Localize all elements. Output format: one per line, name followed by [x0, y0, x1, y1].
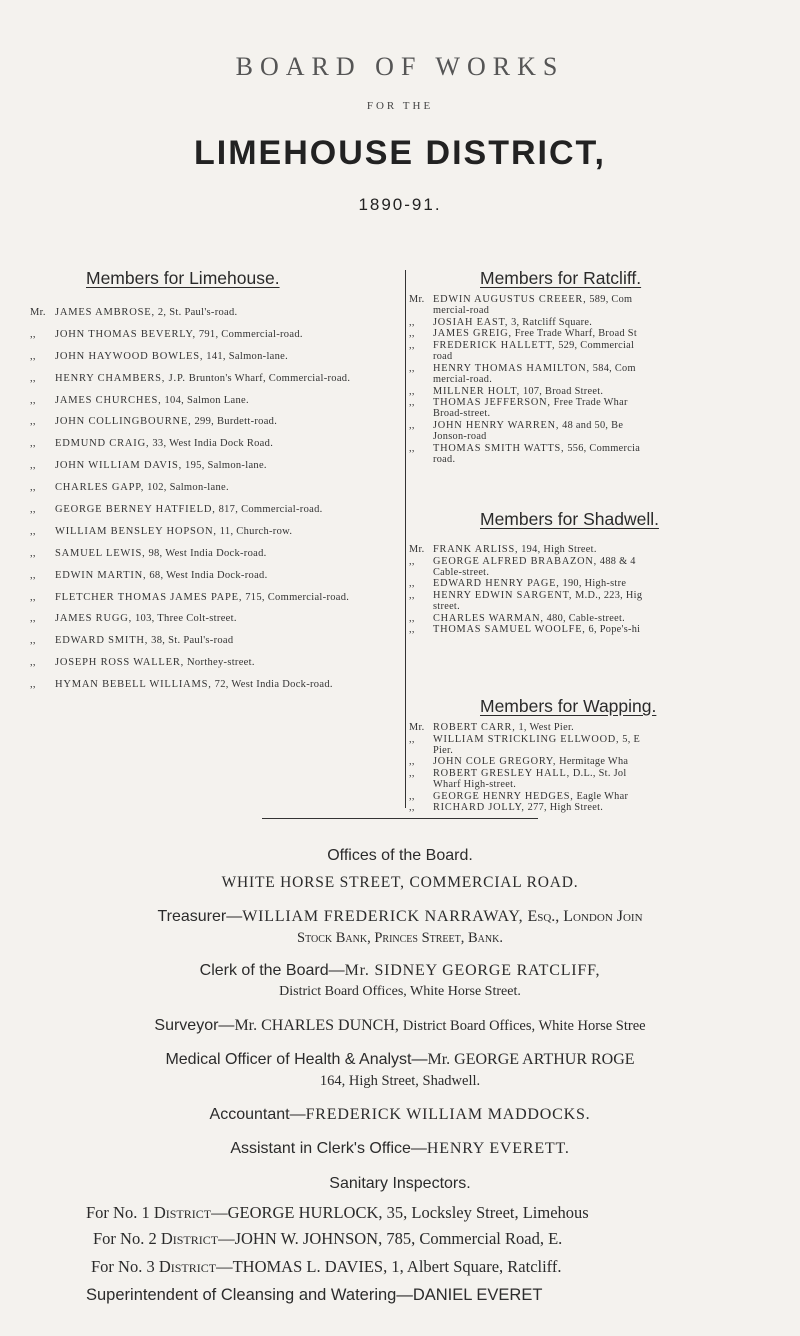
- member-name: HENRY CHAMBERS, J.P.: [55, 372, 186, 384]
- member-entry: [409, 294, 800, 316]
- member-entry: [409, 544, 800, 555]
- member-prefix: ,,: [30, 547, 36, 559]
- member-name: JAMES AMBROSE,: [55, 307, 155, 318]
- member-address-continued: road.: [433, 453, 456, 465]
- accountant-name: FREDERICK WILLIAM MADDOCKS.: [305, 1106, 591, 1123]
- member-entry: [30, 307, 400, 320]
- surveyor-name: Mr. CHARLES DUNCH,: [234, 1017, 399, 1034]
- member-text: [433, 578, 800, 589]
- member-entry: [409, 397, 800, 419]
- limehouse-heading: Members for Limehouse.: [86, 268, 280, 288]
- member-address: 3, Ratcliff Square.: [511, 316, 593, 328]
- member-name: WILLIAM BENSLEY HOPSON,: [55, 525, 217, 537]
- inspector-row: [86, 1203, 589, 1223]
- member-name: RICHARD JOLLY,: [433, 802, 525, 814]
- member-text: [55, 482, 400, 495]
- member-address: 72, West India Dock-road.: [214, 679, 333, 691]
- medical-label: Medical Officer of Health & Analyst—: [165, 1051, 428, 1068]
- member-address: 98, West India Dock-road.: [148, 547, 267, 559]
- member-prefix: ,,: [409, 362, 415, 374]
- member-prefix: ,,: [30, 569, 36, 581]
- member-name: CHARLES GAPP,: [55, 482, 145, 494]
- member-address: 68, West India Dock-road.: [149, 569, 268, 581]
- inspector-for: For No. 1: [86, 1203, 150, 1222]
- member-name: JOHN HAYWOOD BOWLES,: [55, 350, 204, 362]
- member-prefix: ,,: [30, 372, 36, 384]
- member-address: 141, Salmon-lane.: [206, 350, 289, 362]
- member-text: [433, 397, 800, 419]
- ratcliff-heading: Members for Ratcliff.: [480, 268, 642, 288]
- member-prefix: ,,: [409, 442, 415, 454]
- treasurer-address: Stock Bank, Princes Street, Bank.: [297, 930, 503, 946]
- member-entry: [409, 556, 800, 578]
- member-prefix: ,,: [409, 733, 415, 745]
- assistant-line: [0, 1140, 800, 1158]
- member-prefix: ,,: [30, 350, 36, 362]
- member-prefix: ,,: [30, 613, 36, 625]
- member-prefix: ,,: [409, 767, 415, 779]
- member-entry: [30, 504, 400, 517]
- member-address: 190, High-stre: [562, 578, 627, 590]
- member-text: [433, 386, 800, 397]
- shadwell-heading: Members for Shadwell.: [480, 509, 659, 529]
- member-address: 194, High Street.: [521, 544, 597, 555]
- member-address: 2, St. Paul's-road.: [157, 307, 238, 318]
- treasurer-esq: Esq., London Join: [527, 908, 643, 925]
- member-text: [433, 544, 800, 555]
- member-prefix: ,,: [30, 504, 36, 516]
- member-text: [55, 504, 400, 517]
- member-text: [55, 395, 400, 408]
- member-address: 529, Commercial: [558, 339, 635, 351]
- limehouse-members-list: [30, 307, 400, 701]
- member-address: M.D., 223, Hig: [575, 589, 643, 601]
- member-address-continued: Cable-street.: [433, 566, 490, 578]
- member-prefix: ,,: [30, 482, 36, 494]
- member-text: [55, 526, 400, 539]
- member-name: THOMAS SMITH WATTS,: [433, 442, 565, 454]
- for-the-subtitle: FOR THE: [366, 100, 434, 112]
- member-prefix: ,,: [409, 555, 415, 567]
- surveyor-line: [0, 1017, 800, 1035]
- column-divider: [405, 270, 406, 808]
- member-name: JOHN THOMAS BEVERLY,: [55, 328, 196, 340]
- member-text: [433, 443, 800, 465]
- member-address: 102, Salmon-lane.: [147, 482, 229, 494]
- member-entry: [409, 328, 800, 339]
- member-text: [55, 592, 400, 605]
- member-prefix: Mr.: [409, 722, 425, 733]
- member-address-continued: Broad-street.: [433, 408, 491, 420]
- member-prefix: ,,: [30, 438, 36, 450]
- member-entry: [30, 570, 400, 583]
- clerk-label: Clerk of the Board—: [199, 962, 345, 979]
- member-text: [433, 420, 800, 442]
- member-name: HENRY EDWIN SARGENT,: [433, 589, 573, 601]
- medical-address: 164, High Street, Shadwell.: [319, 1073, 481, 1089]
- member-entry: [30, 460, 400, 473]
- member-entry: [409, 734, 800, 756]
- member-prefix: ,,: [409, 802, 415, 814]
- clerk-address: District Board Offices, White Horse Street.: [279, 984, 521, 999]
- member-entry: [409, 386, 800, 397]
- member-name: EDWARD HENRY PAGE,: [433, 578, 560, 590]
- member-name: EDWARD SMITH,: [55, 635, 149, 647]
- member-entry: [30, 482, 400, 495]
- member-address: 107, Broad Street.: [522, 385, 604, 397]
- member-prefix: ,,: [30, 525, 36, 537]
- member-name: EDWIN AUGUSTUS CREEER,: [433, 294, 587, 305]
- member-entry: [409, 443, 800, 465]
- member-address: 33, West India Dock Road.: [152, 438, 274, 450]
- member-name: JOSIAH EAST,: [433, 316, 509, 328]
- medical-officer-line: [0, 1051, 800, 1069]
- member-name: GEORGE ALFRED BRABAZON,: [433, 555, 597, 567]
- member-name: FREDERICK HALLETT,: [433, 339, 556, 351]
- member-text: [433, 802, 800, 813]
- member-text: [55, 657, 400, 670]
- member-entry: [30, 373, 400, 386]
- member-prefix: Mr.: [30, 307, 46, 318]
- member-entry: [30, 438, 400, 451]
- member-text: [433, 613, 800, 624]
- superintendent-line: Superintendent of Cleansing and Watering—DANIEL EVERET: [86, 1286, 543, 1304]
- member-prefix: ,,: [30, 591, 36, 603]
- member-entry: [30, 395, 400, 408]
- member-prefix: ,,: [30, 416, 36, 428]
- member-text: [433, 624, 800, 635]
- member-text: [55, 307, 400, 320]
- member-entry: [30, 679, 400, 692]
- member-address: Eagle Whar: [576, 790, 629, 802]
- member-entry: [409, 363, 800, 385]
- member-text: [433, 722, 800, 733]
- member-address: 48 and 50, Be: [562, 419, 624, 431]
- member-name: JOHN HENRY WARREN,: [433, 419, 560, 431]
- inspector-row: [93, 1229, 562, 1249]
- member-text: [433, 556, 800, 578]
- member-name: ROBERT CARR,: [433, 722, 516, 733]
- member-prefix: ,,: [30, 657, 36, 669]
- member-address: 103, Three Colt-street.: [135, 613, 237, 625]
- member-name: MILLNER HOLT,: [433, 385, 521, 397]
- member-text: [433, 768, 800, 790]
- member-prefix: ,,: [409, 397, 415, 409]
- member-text: [55, 351, 400, 364]
- inspector-text: GEORGE HURLOCK, 35, Locksley Street, Limehous: [227, 1203, 589, 1222]
- inspector-row: [91, 1257, 562, 1277]
- surveyor-label: Surveyor—: [154, 1017, 235, 1034]
- member-prefix: ,,: [409, 316, 415, 328]
- member-address: 6, Pope's-hi: [588, 624, 641, 636]
- member-name: GEORGE BERNEY HATFIELD,: [55, 504, 216, 516]
- member-entry: [30, 657, 400, 670]
- member-prefix: ,,: [409, 790, 415, 802]
- member-name: THOMAS JEFFERSON,: [433, 397, 551, 409]
- member-address: Free Trade Whar: [553, 397, 628, 409]
- member-entry: [409, 791, 800, 802]
- member-entry: [30, 416, 400, 429]
- member-address-continued: Jonson-road: [433, 431, 487, 443]
- medical-name: Mr. GEORGE ARTHUR ROGE: [427, 1051, 635, 1068]
- assistant-label: Assistant in Clerk's Office—: [230, 1140, 427, 1157]
- member-entry: [30, 548, 400, 561]
- member-name: JAMES CHURCHES,: [55, 394, 162, 406]
- year-label: 1890-91.: [358, 195, 442, 214]
- member-entry: [409, 722, 800, 733]
- member-prefix: Mr.: [409, 294, 425, 305]
- member-name: ROBERT GRESLEY HALL,: [433, 767, 570, 779]
- accountant-label: Accountant—: [209, 1106, 306, 1123]
- member-text: [55, 570, 400, 583]
- member-entry: [409, 756, 800, 767]
- member-prefix: ,,: [30, 328, 36, 340]
- member-entry: [409, 340, 800, 362]
- member-name: HYMAN BEBELL WILLIAMS,: [55, 679, 212, 691]
- shadwell-members-list: [409, 544, 800, 636]
- member-name: JOHN COLLINGBOURNE,: [55, 416, 192, 428]
- member-address: Free Trade Wharf, Broad St: [514, 328, 637, 340]
- member-address: Northey-street.: [187, 657, 255, 669]
- member-entry: [30, 613, 400, 626]
- member-address: D.L., St. Jol: [572, 767, 627, 779]
- member-text: [55, 635, 400, 648]
- member-entry: [30, 351, 400, 364]
- district-title: LIMEHOUSE DISTRICT,: [193, 134, 607, 172]
- treasurer-label: Treasurer—: [157, 908, 243, 925]
- inspector-text: JOHN W. JOHNSON, 785, Commercial Road, E.: [234, 1229, 563, 1248]
- treasurer-line: [0, 908, 800, 926]
- member-text: [433, 590, 800, 612]
- member-text: [55, 679, 400, 692]
- board-of-works-title: BOARD OF WORKS: [235, 52, 565, 81]
- member-address: Brunton's Wharf, Commercial-road.: [188, 372, 351, 384]
- member-prefix: ,,: [409, 578, 415, 590]
- member-prefix: ,,: [409, 328, 415, 340]
- member-address-continued: mercial-road: [433, 305, 490, 317]
- member-address: Hermitage Wha: [559, 756, 629, 768]
- member-address: 488 & 4: [599, 555, 636, 567]
- member-address: 104, Salmon Lane.: [164, 394, 249, 406]
- member-address-continued: road: [433, 351, 453, 363]
- member-entry: [409, 613, 800, 624]
- assistant-name: HENRY EVERETT.: [426, 1140, 570, 1157]
- member-address-continued: street.: [433, 601, 460, 613]
- inspector-district: District—: [158, 1257, 233, 1276]
- member-address-continued: mercial-road.: [433, 373, 493, 385]
- member-text: [55, 329, 400, 342]
- treasurer-name: WILLIAM FREDERICK NARRAWAY,: [242, 908, 524, 925]
- member-name: JOSEPH ROSS WALLER,: [55, 657, 185, 669]
- member-entry: [409, 768, 800, 790]
- member-entry: [409, 420, 800, 442]
- sanitary-heading: Sanitary Inspectors.: [329, 1175, 471, 1192]
- member-name: EDWIN MARTIN,: [55, 569, 147, 581]
- inspector-for: For No. 2: [93, 1229, 157, 1248]
- inspector-for: For No. 3: [91, 1257, 155, 1276]
- member-address: 11, Church-row.: [219, 525, 293, 537]
- member-prefix: ,,: [409, 589, 415, 601]
- member-name: THOMAS SAMUEL WOOLFE,: [433, 624, 586, 636]
- member-text: [433, 791, 800, 802]
- member-prefix: ,,: [30, 394, 36, 406]
- member-text: [433, 317, 800, 328]
- inspector-district: District—: [153, 1203, 228, 1222]
- member-address: 817, Commercial-road.: [218, 504, 323, 516]
- member-text: [433, 328, 800, 339]
- wapping-heading: Members for Wapping.: [480, 696, 657, 716]
- member-name: HENRY THOMAS HAMILTON,: [433, 362, 590, 374]
- member-address: 791, Commercial-road.: [198, 328, 303, 340]
- member-address-continued: Pier.: [433, 744, 454, 756]
- member-address: 480, Cable-street.: [546, 612, 625, 624]
- member-name: WILLIAM STRICKLING ELLWOOD,: [433, 733, 620, 745]
- member-name: EDMUND CRAIG,: [55, 438, 150, 450]
- member-text: [433, 294, 800, 316]
- member-prefix: ,,: [30, 635, 36, 647]
- member-prefix: ,,: [409, 385, 415, 397]
- member-name: FRANK ARLISS,: [433, 544, 519, 555]
- surveyor-detail: District Board Offices, White Horse Stree: [402, 1018, 646, 1034]
- member-text: [55, 613, 400, 626]
- member-prefix: ,,: [409, 612, 415, 624]
- ratcliff-members-list: [409, 294, 800, 466]
- member-text: [433, 340, 800, 362]
- clerk-line: [0, 962, 800, 980]
- member-entry: [409, 590, 800, 612]
- inspector-text: THOMAS L. DAVIES, 1, Albert Square, Ratcliff.: [232, 1257, 562, 1276]
- member-address: 584, Com: [592, 362, 636, 374]
- member-entry: [30, 329, 400, 342]
- member-address: 589, Com: [589, 294, 633, 305]
- member-address: 1, West Pier.: [518, 722, 574, 733]
- member-text: [433, 734, 800, 756]
- member-entry: [30, 526, 400, 539]
- member-prefix: ,,: [409, 624, 415, 636]
- member-name: JOHN COLE GREGORY,: [433, 756, 557, 768]
- member-name: FLETCHER THOMAS JAMES PAPE,: [55, 591, 243, 603]
- member-name: GEORGE HENRY HEDGES,: [433, 790, 574, 802]
- member-address: 38, St. Paul's-road: [151, 635, 234, 647]
- member-name: JOHN WILLIAM DAVIS,: [55, 460, 183, 472]
- member-entry: [409, 802, 800, 813]
- member-address: 556, Commercia: [567, 442, 641, 454]
- member-entry: [409, 578, 800, 589]
- member-name: SAMUEL LEWIS,: [55, 547, 146, 559]
- member-prefix: ,,: [409, 756, 415, 768]
- member-address: 195, Salmon-lane.: [185, 460, 267, 472]
- member-address-continued: Wharf High-street.: [433, 779, 517, 791]
- member-address: 277, High Street.: [527, 802, 604, 814]
- member-text: [55, 438, 400, 451]
- member-entry: [409, 317, 800, 328]
- offices-heading: Offices of the Board.: [327, 847, 473, 864]
- member-text: [433, 363, 800, 385]
- member-prefix: ,,: [409, 419, 415, 431]
- member-address: 715, Commercial-road.: [245, 591, 350, 603]
- inspector-district: District—: [160, 1229, 235, 1248]
- member-text: [55, 460, 400, 473]
- member-name: JAMES RUGG,: [55, 613, 133, 625]
- member-entry: [30, 635, 400, 648]
- member-name: CHARLES WARMAN,: [433, 612, 544, 624]
- member-address: 299, Burdett-road.: [194, 416, 278, 428]
- member-entry: [409, 624, 800, 635]
- member-prefix: ,,: [409, 339, 415, 351]
- member-prefix: ,,: [30, 460, 36, 472]
- section-divider: [262, 818, 538, 819]
- clerk-name: Mr. SIDNEY GEORGE RATCLIFF,: [344, 962, 601, 979]
- member-entry: [30, 592, 400, 605]
- member-address: 5, E: [622, 733, 641, 745]
- offices-address: WHITE HORSE STREET, COMMERCIAL ROAD.: [221, 874, 579, 891]
- member-text: [55, 416, 400, 429]
- member-prefix: ,,: [30, 679, 36, 691]
- member-prefix: Mr.: [409, 544, 425, 555]
- wapping-members-list: [409, 722, 800, 814]
- member-text: [433, 756, 800, 767]
- member-text: [55, 548, 400, 561]
- accountant-line: [0, 1106, 800, 1124]
- member-text: [55, 373, 400, 386]
- member-name: JAMES GREIG,: [433, 328, 512, 340]
